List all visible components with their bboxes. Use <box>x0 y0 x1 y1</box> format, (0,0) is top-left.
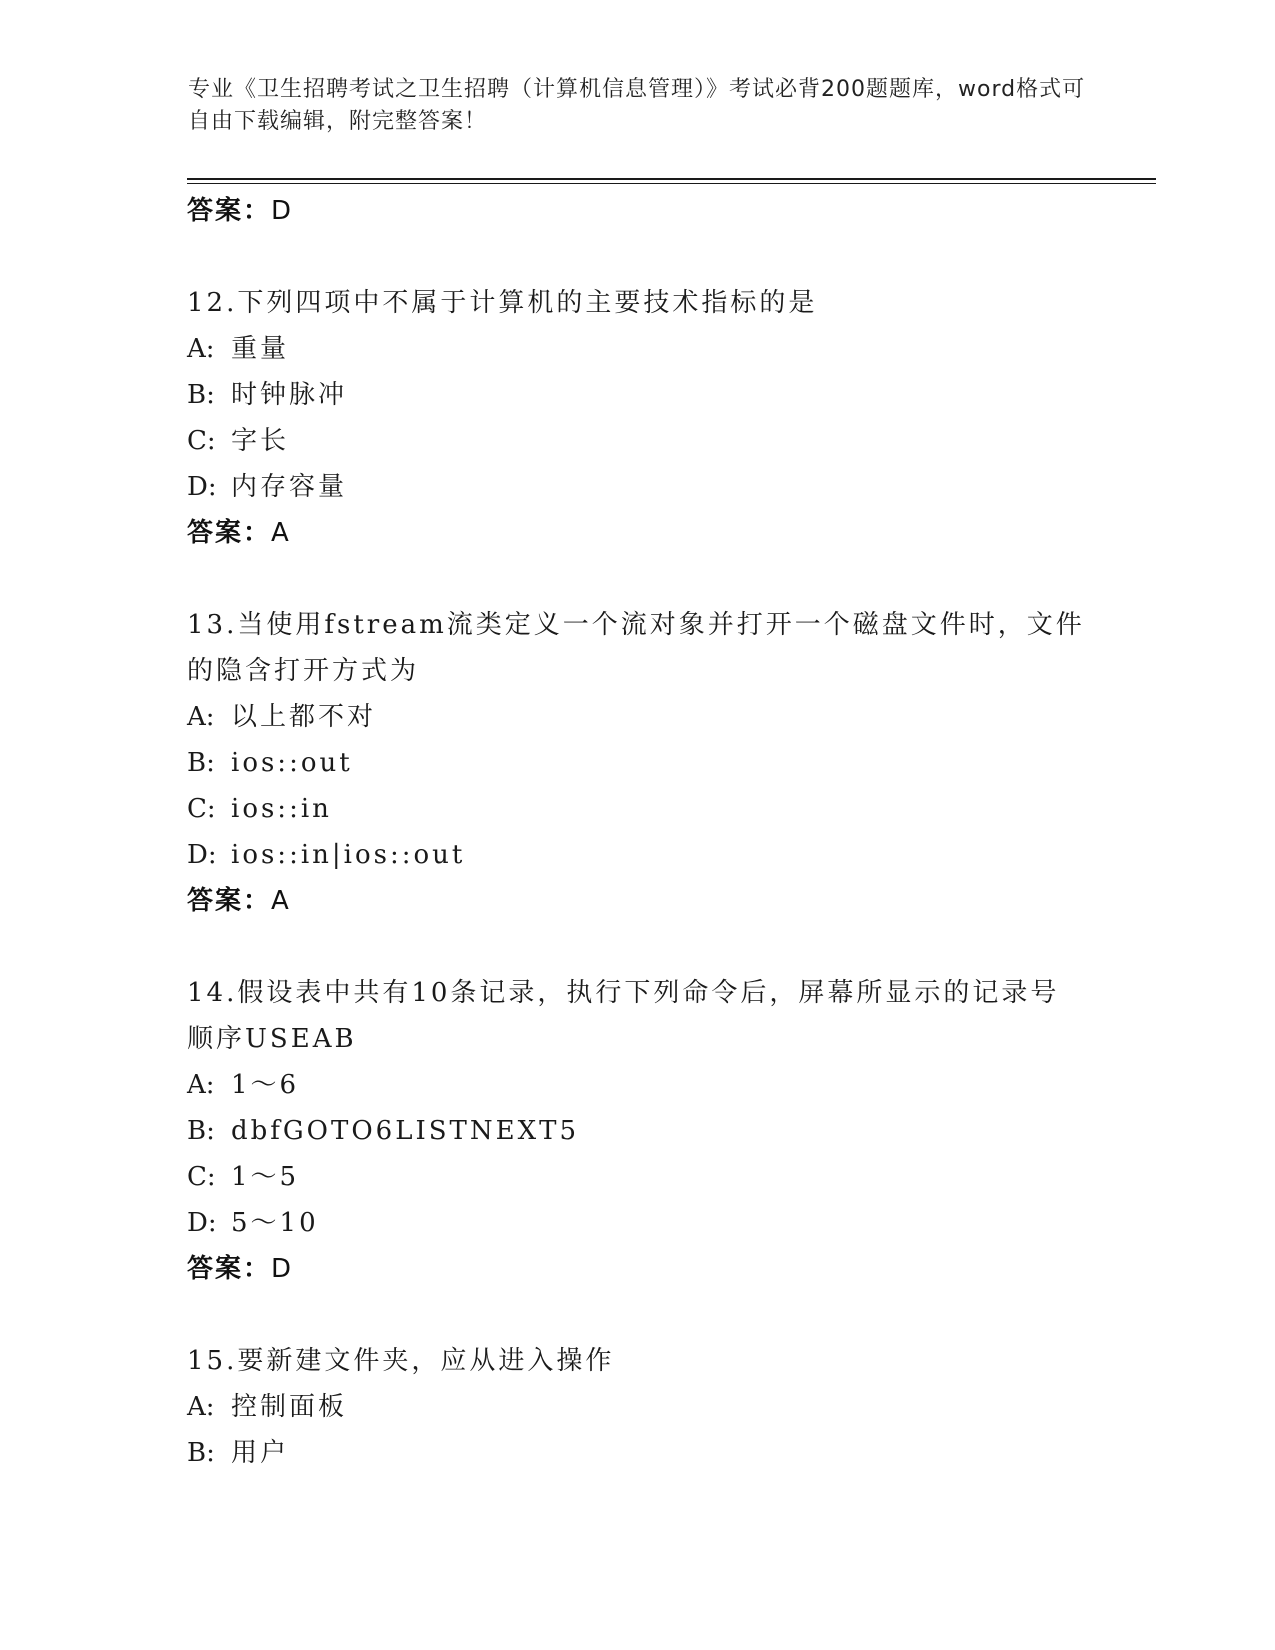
option-letter: A: <box>187 1070 215 1100</box>
option-b <box>187 372 1087 418</box>
question-15: 15.要新建文件夹，应从进入操作 <box>187 1346 615 1376</box>
option-b <box>187 740 1087 786</box>
option-letter: D: <box>187 1208 217 1238</box>
answer-line <box>187 188 1087 234</box>
option-b <box>187 1430 1087 1476</box>
option-text: 内存容量 <box>231 472 348 502</box>
answer-label: 答案： <box>187 886 272 916</box>
option-c <box>187 786 1087 832</box>
question-13: 13.当使用fstream流类定义一个流对象并打开一个磁盘文件时，文件的隐含打开方式为 <box>187 610 1085 686</box>
option-text: 用户 <box>231 1438 290 1468</box>
option-letter: C: <box>187 1162 216 1192</box>
option-a <box>187 694 1087 740</box>
option-c <box>187 1154 1087 1200</box>
spacer <box>187 1292 1087 1338</box>
option-letter: B: <box>187 380 215 410</box>
header-rule <box>187 178 1156 180</box>
option-letter: C: <box>187 794 216 824</box>
option-d <box>187 464 1087 510</box>
header-rule-thin <box>187 183 1156 184</box>
answer-label: 答案： <box>187 196 272 226</box>
option-text: 1～6 <box>231 1070 300 1100</box>
option-d <box>187 1200 1087 1246</box>
option-c <box>187 418 1087 464</box>
option-text: ios::in <box>231 794 332 824</box>
option-text: ios::in|ios::out <box>231 840 466 870</box>
option-text: 控制面板 <box>231 1392 348 1422</box>
option-a <box>187 1062 1087 1108</box>
option-a <box>187 1384 1087 1430</box>
spacer <box>187 556 1087 602</box>
option-a <box>187 326 1087 372</box>
option-letter: D: <box>187 472 217 502</box>
answer-value: A <box>271 518 289 548</box>
option-text: 1～5 <box>231 1162 300 1192</box>
option-text: 以上都不对 <box>231 702 377 732</box>
option-text: dbfGOTO6LISTNEXT5 <box>231 1116 580 1146</box>
option-text: 时钟脉冲 <box>231 380 348 410</box>
question-12: 12.下列四项中不属于计算机的主要技术指标的是 <box>187 288 818 318</box>
answer-line <box>187 1246 1087 1292</box>
option-letter: B: <box>187 748 215 778</box>
answer-value: D <box>271 1254 292 1284</box>
option-text: 重量 <box>231 334 290 364</box>
answer-value: A <box>271 886 289 916</box>
option-letter: A: <box>187 1392 215 1422</box>
option-letter: C: <box>187 426 216 456</box>
question-14: 14.假设表中共有10条记录，执行下列命令后，屏幕所显示的记录号顺序USEAB <box>187 978 1060 1054</box>
answer-label: 答案： <box>187 1254 272 1284</box>
spacer <box>187 924 1087 970</box>
option-text: 5～10 <box>231 1208 319 1238</box>
answer-line <box>187 878 1087 924</box>
option-b <box>187 1108 1087 1154</box>
option-letter: A: <box>187 334 215 364</box>
option-letter: B: <box>187 1438 215 1468</box>
option-letter: B: <box>187 1116 215 1146</box>
option-letter: A: <box>187 702 215 732</box>
answer-line <box>187 510 1087 556</box>
document-header: 专业《卫生招聘考试之卫生招聘（计算机信息管理）》考试必背200题题库，word格式可自由下载编辑，附完整答案！ <box>188 77 1086 134</box>
option-text: 字长 <box>231 426 290 456</box>
option-letter: D: <box>187 840 217 870</box>
option-text: ios::out <box>231 748 353 778</box>
question-content <box>187 188 1087 1476</box>
answer-label: 答案： <box>187 518 272 548</box>
answer-value: D <box>271 196 292 226</box>
spacer <box>187 234 1087 280</box>
option-d <box>187 832 1087 878</box>
